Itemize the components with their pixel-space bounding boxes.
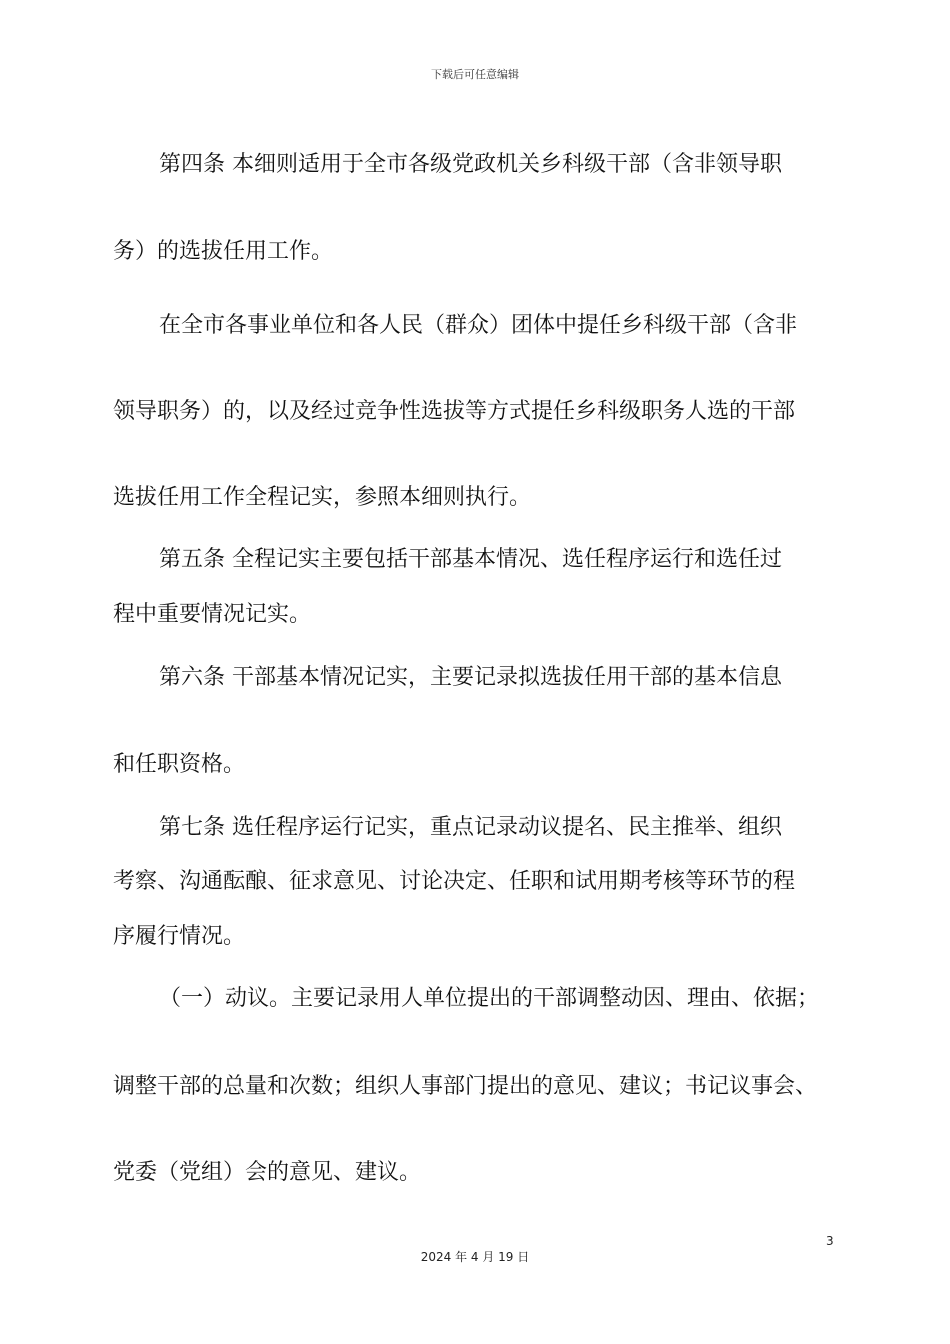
paragraph-line: 第五条 全程记实主要包括干部基本情况、选任程序运行和选任过 bbox=[159, 547, 782, 572]
paragraph-line: 和任职资格。 bbox=[113, 752, 246, 777]
paragraph-line: 第六条 干部基本情况记实，主要记录拟选拔任用干部的基本信息 bbox=[159, 665, 782, 690]
paragraph-line: 调整干部的总量和次数；组织人事部门提出的意见、建议；书记议事会、 bbox=[113, 1074, 818, 1099]
paragraph-line: 党委（党组）会的意见、建议。 bbox=[113, 1160, 422, 1185]
paragraph-line: 第七条 选任程序运行记实，重点记录动议提名、民主推举、组织 bbox=[159, 815, 782, 840]
page-number: 3 bbox=[826, 1234, 834, 1248]
paragraph-line: 程中重要情况记实。 bbox=[113, 602, 312, 627]
footer-date: 2024 年 4 月 19 日 bbox=[420, 1250, 530, 1264]
paragraph-line: 选拔任用工作全程记实，参照本细则执行。 bbox=[113, 485, 532, 510]
page-header: 下载后可任意编辑 bbox=[431, 68, 519, 81]
paragraph-line: 第四条 本细则适用于全市各级党政机关乡科级干部（含非领导职 bbox=[159, 152, 782, 177]
paragraph-line: （一）动议。主要记录用人单位提出的干部调整动因、理由、依据； bbox=[159, 986, 820, 1011]
paragraph-line: 领导职务）的，以及经过竞争性选拔等方式提任乡科级职务人选的干部 bbox=[113, 399, 796, 424]
paragraph-line: 在全市各事业单位和各人民（群众）团体中提任乡科级干部（含非 bbox=[159, 313, 798, 338]
paragraph-line: 序履行情况。 bbox=[113, 924, 246, 949]
paragraph-line: 务）的选拔任用工作。 bbox=[113, 239, 334, 264]
paragraph-line: 考察、沟通酝酿、征求意见、讨论决定、任职和试用期考核等环节的程 bbox=[113, 869, 796, 894]
